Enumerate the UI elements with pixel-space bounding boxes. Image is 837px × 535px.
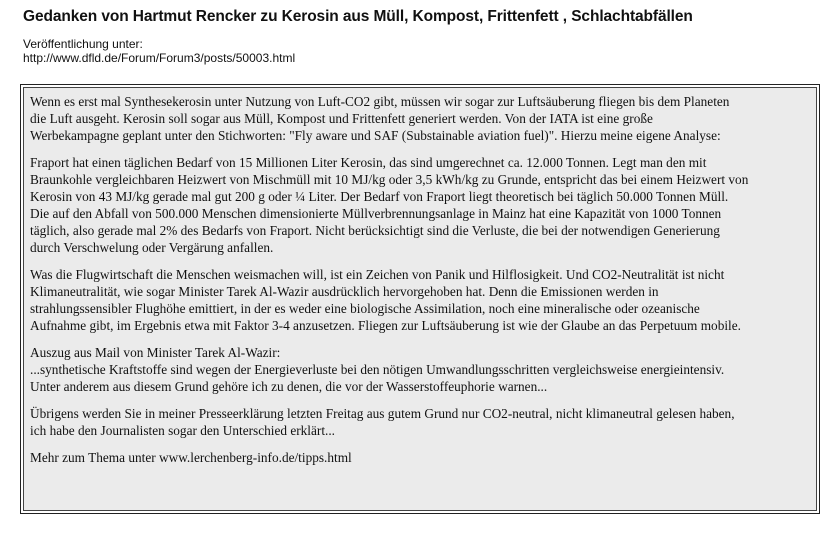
article-line: Aufnahme gibt, im Ergebnis etwa mit Faktor 3-4 anzusetzen. Fliegen zur Luftsäuberung ist wie der Glaube an das Perpetuum mobile.: [30, 318, 741, 333]
article-line: ...synthetische Kraftstoffe sind wegen der Energieverluste bei den nötigen Umwandlungsschritten vergleichsweise energieintensiv.: [30, 362, 725, 377]
article-box: [20, 84, 820, 514]
article-line: Die auf den Abfall von 500.000 Menschen dimensionierte Müllverbrennungsanlage in Mainz hat eine Kapazität von 1000 Tonnen: [30, 206, 722, 221]
article-line: die Luft ausgeht. Kerosin soll sogar aus Müll, Kompost und Frittenfett generiert werden. Von der IATA ist eine große: [30, 111, 653, 126]
publication-label: Veröffentlichung unter:: [23, 37, 143, 51]
more-info-link[interactable]: Mehr zum Thema unter www.lerchenberg-info.de/tipps.html: [30, 450, 352, 465]
article-line: Kerosin von 43 MJ/kg gerade mal gut 200 g oder ¼ Liter. Der Bedarf von Fraport liegt theoretisch bei täglich 50.000 Tonnen Müll.: [30, 189, 729, 204]
article-line: Übrigens werden Sie in meiner Presseerklärung letzten Freitag aus gutem Grund nur CO2-neutral, nicht klimaneutral gelesen haben,: [30, 406, 735, 421]
article-line: strahlungssensibler Flughöhe emittiert, in der es weder eine biologische Assimilation, noch eine mineralische oder ozeanische: [30, 301, 700, 316]
article-line: täglich, also gerade mal 2% des Bedarfs von Fraport. Nicht berücksichtigt sind die Verluste, die bei der notwendigen Generierung: [30, 223, 720, 238]
article-paragraph-mail: [30, 344, 810, 395]
article-paragraph-presse: [30, 405, 810, 439]
article-paragraph-fraport: [30, 154, 810, 256]
article-line: Braunkohle vergleichbaren Heizwert von Mischmüll mit 10 MJ/kg oder 3,5 kWh/kg zu Grunde, entspricht das bei einem Heizwert von: [30, 172, 749, 187]
article-line: Was die Flugwirtschaft die Menschen weismachen will, ist ein Zeichen von Panik und Hilflosigkeit. Und CO2-Neutralität ist nicht: [30, 267, 725, 282]
article-paragraph-klima: [30, 266, 810, 334]
article-line: Wenn es erst mal Synthesekerosin unter Nutzung von Luft-CO2 gibt, müssen wir sogar zur Luftsäuberung fliegen bis dem Planeten: [30, 94, 730, 109]
article-line: durch Verschwelung oder Vergärung anfallen.: [30, 240, 274, 255]
article-line: Unter anderem aus diesem Grund gehöre ich zu denen, die vor der Wasserstoffeuphorie warnen...: [30, 379, 548, 394]
article-line: Werbekampagne geplant unter den Stichworten: "Fly aware und SAF (Substainable aviation fuel)". Hierzu meine eigene Analyse:: [30, 128, 721, 143]
article-body: [23, 87, 817, 511]
article-line: Fraport hat einen täglichen Bedarf von 15 Millionen Liter Kerosin, das sind umgerechnet ca. 12.000 Tonnen. Legt man den mit: [30, 155, 707, 170]
article-paragraph-more: [30, 449, 810, 466]
page-title: Gedanken von Hartmut Rencker zu Kerosin aus Müll, Kompost, Frittenfett , Schlachtabfällen: [23, 8, 693, 25]
publication-url[interactable]: http://www.dfld.de/Forum/Forum3/posts/50003.html: [23, 51, 296, 65]
article-line: ich habe den Journalisten sogar den Unterschied erklärt...: [30, 423, 335, 438]
article-paragraph-intro: [30, 93, 810, 144]
publication-info: [23, 37, 295, 65]
article-line: Klimaneutralität, wie sogar Minister Tarek Al-Wazir ausdrücklich hervorgehoben hat. Denn die Emissionen werden in: [30, 284, 659, 299]
article-line: Auszug aus Mail von Minister Tarek Al-Wazir:: [30, 345, 281, 360]
